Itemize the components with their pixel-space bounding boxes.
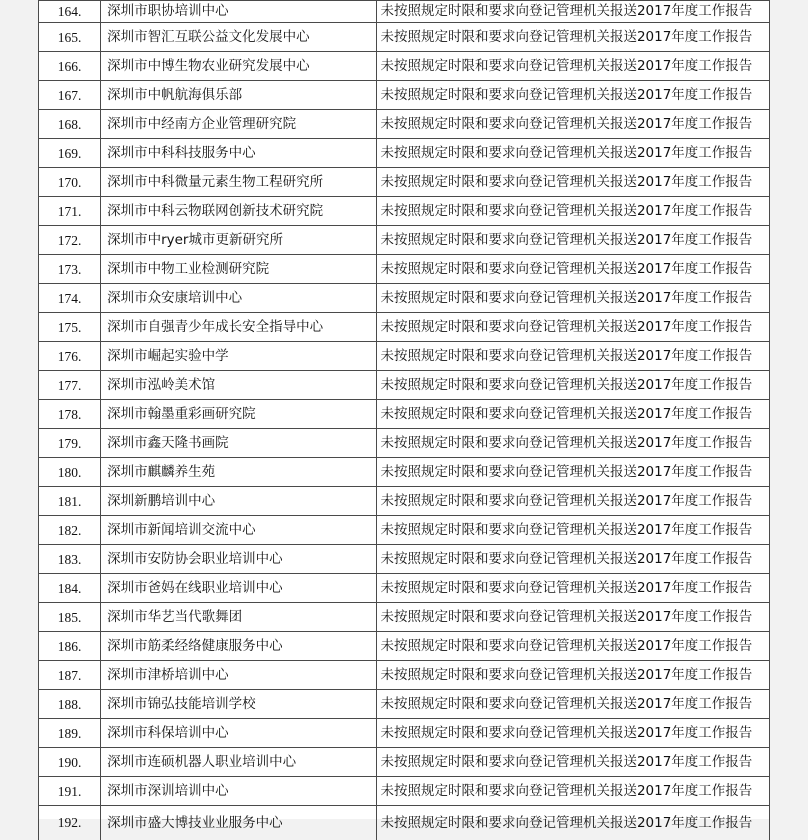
table-row bbox=[39, 342, 770, 371]
row-number: 170. bbox=[39, 169, 100, 196]
penalty-table bbox=[38, 0, 770, 840]
penalty-reason: 未按照规定时限和要求向登记管理机关报送2017年度工作报告 bbox=[377, 806, 769, 840]
organization-name: 深圳市筋柔经络健康服务中心 bbox=[101, 633, 376, 660]
row-number: 174. bbox=[39, 285, 100, 312]
row-number: 188. bbox=[39, 691, 100, 718]
organization-name: 深圳市锦弘技能培训学校 bbox=[101, 691, 376, 718]
organization-name: 深圳市智汇互联公益文化发展中心 bbox=[101, 24, 376, 51]
row-number: 180. bbox=[39, 459, 100, 486]
penalty-reason: 未按照规定时限和要求向登记管理机关报送2017年度工作报告 bbox=[377, 459, 769, 486]
row-number: 175. bbox=[39, 314, 100, 341]
penalty-reason: 未按照规定时限和要求向登记管理机关报送2017年度工作报告 bbox=[377, 401, 769, 428]
row-number: 167. bbox=[39, 82, 100, 109]
page-right-margin bbox=[770, 0, 808, 819]
row-number: 179. bbox=[39, 430, 100, 457]
organization-name: 深圳市中博生物农业研究发展中心 bbox=[101, 53, 376, 80]
table-row bbox=[39, 226, 770, 255]
penalty-reason: 未按照规定时限和要求向登记管理机关报送2017年度工作报告 bbox=[377, 227, 769, 254]
table-row bbox=[39, 574, 770, 603]
penalty-reason: 未按照规定时限和要求向登记管理机关报送2017年度工作报告 bbox=[377, 430, 769, 457]
table-row bbox=[39, 516, 770, 545]
penalty-reason: 未按照规定时限和要求向登记管理机关报送2017年度工作报告 bbox=[377, 111, 769, 138]
row-number: 166. bbox=[39, 53, 100, 80]
penalty-reason: 未按照规定时限和要求向登记管理机关报送2017年度工作报告 bbox=[377, 633, 769, 660]
table-row bbox=[39, 168, 770, 197]
row-number: 177. bbox=[39, 372, 100, 399]
penalty-reason: 未按照规定时限和要求向登记管理机关报送2017年度工作报告 bbox=[377, 343, 769, 370]
penalty-reason: 未按照规定时限和要求向登记管理机关报送2017年度工作报告 bbox=[377, 517, 769, 544]
table-row bbox=[39, 719, 770, 748]
penalty-reason: 未按照规定时限和要求向登记管理机关报送2017年度工作报告 bbox=[377, 575, 769, 602]
row-number: 186. bbox=[39, 633, 100, 660]
organization-name: 深圳市津桥培训中心 bbox=[101, 662, 376, 689]
organization-name: 深圳市麒麟养生苑 bbox=[101, 459, 376, 486]
row-number: 168. bbox=[39, 111, 100, 138]
table-row bbox=[39, 313, 770, 342]
penalty-reason: 未按照规定时限和要求向登记管理机关报送2017年度工作报告 bbox=[377, 140, 769, 167]
row-number: 191. bbox=[39, 778, 100, 805]
organization-name: 深圳市中经南方企业管理研究院 bbox=[101, 111, 376, 138]
penalty-reason: 未按照规定时限和要求向登记管理机关报送2017年度工作报告 bbox=[377, 3, 769, 20]
organization-name: 深圳市科保培训中心 bbox=[101, 720, 376, 747]
penalty-reason: 未按照规定时限和要求向登记管理机关报送2017年度工作报告 bbox=[377, 169, 769, 196]
row-number: 189. bbox=[39, 720, 100, 747]
table-row bbox=[39, 603, 770, 632]
table-row bbox=[39, 23, 770, 52]
penalty-reason: 未按照规定时限和要求向登记管理机关报送2017年度工作报告 bbox=[377, 604, 769, 631]
table-row bbox=[39, 806, 770, 840]
row-number: 169. bbox=[39, 140, 100, 167]
table-row bbox=[39, 458, 770, 487]
table-row bbox=[39, 661, 770, 690]
organization-name: 深圳市中帆航海俱乐部 bbox=[101, 82, 376, 109]
table-row bbox=[39, 139, 770, 168]
organization-name: 深圳市职协培训中心 bbox=[101, 3, 376, 20]
organization-name: 深圳市翰墨重彩画研究院 bbox=[101, 401, 376, 428]
organization-name: 深圳市崛起实验中学 bbox=[101, 343, 376, 370]
organization-name: 深圳市深训培训中心 bbox=[101, 778, 376, 805]
table-row bbox=[39, 777, 770, 806]
penalty-reason: 未按照规定时限和要求向登记管理机关报送2017年度工作报告 bbox=[377, 24, 769, 51]
organization-name: 深圳市泓岭美术馆 bbox=[101, 372, 376, 399]
organization-name: 深圳市盛大博技业业服务中心 bbox=[101, 806, 376, 840]
organization-name: 深圳市鑫天隆书画院 bbox=[101, 430, 376, 457]
penalty-reason: 未按照规定时限和要求向登记管理机关报送2017年度工作报告 bbox=[377, 546, 769, 573]
penalty-reason: 未按照规定时限和要求向登记管理机关报送2017年度工作报告 bbox=[377, 749, 769, 776]
row-number: 181. bbox=[39, 488, 100, 515]
organization-name: 深圳市连硕机器人职业培训中心 bbox=[101, 749, 376, 776]
organization-name: 深圳市华艺当代歌舞团 bbox=[101, 604, 376, 631]
row-number: 164. bbox=[39, 3, 100, 20]
organization-name: 深圳市中科云物联网创新技术研究院 bbox=[101, 198, 376, 225]
table-row bbox=[39, 1, 770, 23]
row-number: 183. bbox=[39, 546, 100, 573]
penalty-reason: 未按照规定时限和要求向登记管理机关报送2017年度工作报告 bbox=[377, 488, 769, 515]
row-number: 185. bbox=[39, 604, 100, 631]
document-sheet bbox=[38, 0, 770, 819]
organization-name: 深圳市新闻培训交流中心 bbox=[101, 517, 376, 544]
row-number: 192. bbox=[39, 806, 100, 840]
table-row bbox=[39, 110, 770, 139]
row-number: 187. bbox=[39, 662, 100, 689]
penalty-reason: 未按照规定时限和要求向登记管理机关报送2017年度工作报告 bbox=[377, 53, 769, 80]
table-row bbox=[39, 429, 770, 458]
row-number: 184. bbox=[39, 575, 100, 602]
penalty-reason: 未按照规定时限和要求向登记管理机关报送2017年度工作报告 bbox=[377, 691, 769, 718]
organization-name: 深圳市自强青少年成长安全指导中心 bbox=[101, 314, 376, 341]
organization-name: 深圳市中科微量元素生物工程研究所 bbox=[101, 169, 376, 196]
organization-name: 深圳市中物工业检测研究院 bbox=[101, 256, 376, 283]
penalty-reason: 未按照规定时限和要求向登记管理机关报送2017年度工作报告 bbox=[377, 314, 769, 341]
table-row bbox=[39, 197, 770, 226]
penalty-reason: 未按照规定时限和要求向登记管理机关报送2017年度工作报告 bbox=[377, 256, 769, 283]
row-number: 182. bbox=[39, 517, 100, 544]
organization-name: 深圳市爸妈在线职业培训中心 bbox=[101, 575, 376, 602]
row-number: 176. bbox=[39, 343, 100, 370]
row-number: 172. bbox=[39, 227, 100, 254]
penalty-reason: 未按照规定时限和要求向登记管理机关报送2017年度工作报告 bbox=[377, 720, 769, 747]
table-row bbox=[39, 400, 770, 429]
table-row bbox=[39, 81, 770, 110]
table-row bbox=[39, 690, 770, 719]
penalty-reason: 未按照规定时限和要求向登记管理机关报送2017年度工作报告 bbox=[377, 198, 769, 225]
table-body bbox=[39, 1, 770, 840]
table-row bbox=[39, 748, 770, 777]
row-number: 173. bbox=[39, 256, 100, 283]
penalty-reason: 未按照规定时限和要求向登记管理机关报送2017年度工作报告 bbox=[377, 778, 769, 805]
page-left-margin bbox=[0, 0, 38, 819]
row-number: 171. bbox=[39, 198, 100, 225]
organization-name: 深圳市众安康培训中心 bbox=[101, 285, 376, 312]
table-row bbox=[39, 487, 770, 516]
table-row bbox=[39, 284, 770, 313]
table-row bbox=[39, 632, 770, 661]
organization-name: 深圳市中科科技服务中心 bbox=[101, 140, 376, 167]
row-number: 165. bbox=[39, 24, 100, 51]
organization-name: 深圳市中ryer城市更新研究所 bbox=[101, 227, 376, 254]
penalty-reason: 未按照规定时限和要求向登记管理机关报送2017年度工作报告 bbox=[377, 662, 769, 689]
penalty-reason: 未按照规定时限和要求向登记管理机关报送2017年度工作报告 bbox=[377, 82, 769, 109]
row-number: 190. bbox=[39, 749, 100, 776]
organization-name: 深圳市安防协会职业培训中心 bbox=[101, 546, 376, 573]
table-row bbox=[39, 371, 770, 400]
table-row bbox=[39, 52, 770, 81]
penalty-reason: 未按照规定时限和要求向登记管理机关报送2017年度工作报告 bbox=[377, 285, 769, 312]
table-row bbox=[39, 255, 770, 284]
table-row bbox=[39, 545, 770, 574]
row-number: 178. bbox=[39, 401, 100, 428]
organization-name: 深圳新鹏培训中心 bbox=[101, 488, 376, 515]
penalty-reason: 未按照规定时限和要求向登记管理机关报送2017年度工作报告 bbox=[377, 372, 769, 399]
